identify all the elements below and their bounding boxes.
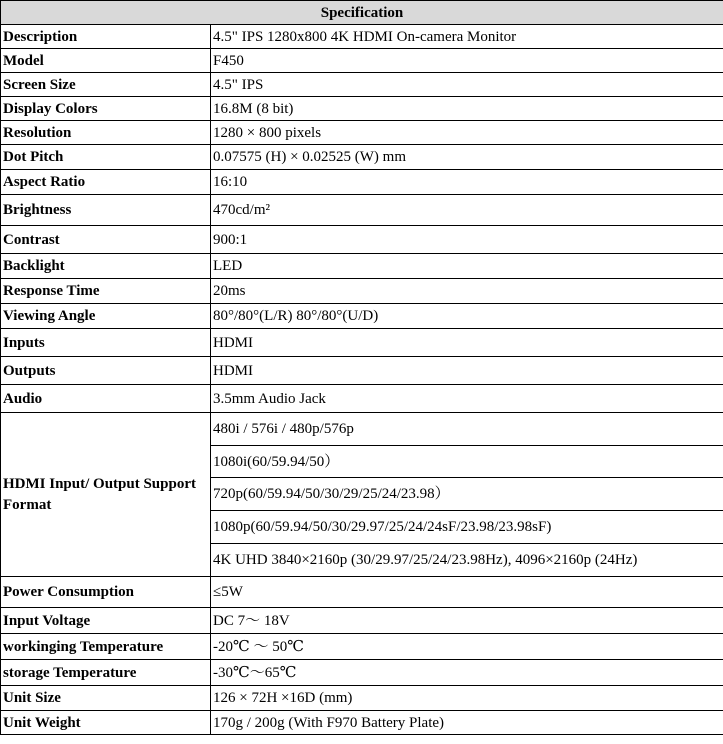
spec-label-dot-pitch: Dot Pitch bbox=[1, 145, 211, 170]
spec-value-storage-temperature: -30℃～65℃ bbox=[211, 660, 723, 686]
spec-label-inputs: Inputs bbox=[1, 329, 211, 357]
spec-label-power-consumption: Power Consumption bbox=[1, 577, 211, 608]
spec-label-hdmi-format: HDMI Input/ Output Support Format bbox=[1, 413, 211, 577]
table-header-row bbox=[1, 1, 723, 25]
spec-label-contrast: Contrast bbox=[1, 226, 211, 254]
table-row bbox=[1, 73, 723, 97]
spec-value-screen-size: 4.5" IPS bbox=[211, 73, 723, 97]
spec-value-description: 4.5" IPS 1280x800 4K HDMI On-camera Monitor bbox=[211, 25, 723, 49]
spec-value-inputs: HDMI bbox=[211, 329, 723, 357]
spec-label-description: Description bbox=[1, 25, 211, 49]
spec-label-storage-temperature: storage Temperature bbox=[1, 660, 211, 686]
table-row bbox=[1, 97, 723, 121]
table-row bbox=[1, 145, 723, 170]
table-row bbox=[1, 121, 723, 145]
spec-label-brightness: Brightness bbox=[1, 195, 211, 226]
spec-value-hdmi-format-4: 1080p(60/59.94/50/30/29.97/25/24/24sF/23.98/23.98sF) bbox=[211, 511, 723, 544]
spec-value-hdmi-format-5: 4K UHD 3840×2160p (30/29.97/25/24/23.98Hz), 4096×2160p (24Hz) bbox=[211, 544, 723, 577]
spec-label-response-time: Response Time bbox=[1, 279, 211, 304]
spec-value-outputs: HDMI bbox=[211, 357, 723, 385]
spec-value-viewing-angle: 80°/80°(L/R) 80°/80°(U/D) bbox=[211, 304, 723, 329]
table-row bbox=[1, 304, 723, 329]
table-row bbox=[1, 608, 723, 634]
table-row bbox=[1, 329, 723, 357]
spec-value-hdmi-format-2: 1080i(60/59.94/50） bbox=[211, 446, 723, 478]
spec-label-working-temperature: workinging Temperature bbox=[1, 634, 211, 660]
spec-label-backlight: Backlight bbox=[1, 254, 211, 279]
spec-value-unit-size: 126 × 72H ×16D (mm) bbox=[211, 686, 723, 711]
spec-value-aspect-ratio: 16:10 bbox=[211, 170, 723, 195]
spec-label-outputs: Outputs bbox=[1, 357, 211, 385]
spec-label-display-colors: Display Colors bbox=[1, 97, 211, 121]
spec-label-resolution: Resolution bbox=[1, 121, 211, 145]
spec-value-backlight: LED bbox=[211, 254, 723, 279]
spec-value-dot-pitch: 0.07575 (H) × 0.02525 (W) mm bbox=[211, 145, 723, 170]
table-row bbox=[1, 49, 723, 73]
table-row bbox=[1, 577, 723, 608]
table-row bbox=[1, 634, 723, 660]
table-row bbox=[1, 385, 723, 413]
table-row bbox=[1, 226, 723, 254]
spec-value-response-time: 20ms bbox=[211, 279, 723, 304]
table-row bbox=[1, 195, 723, 226]
table-row bbox=[1, 711, 723, 735]
spec-label-unit-size: Unit Size bbox=[1, 686, 211, 711]
spec-value-hdmi-format-1: 480i / 576i / 480p/576p bbox=[211, 413, 723, 446]
spec-label-unit-weight: Unit Weight bbox=[1, 711, 211, 735]
spec-value-resolution: 1280 × 800 pixels bbox=[211, 121, 723, 145]
spec-label-viewing-angle: Viewing Angle bbox=[1, 304, 211, 329]
spec-value-power-consumption: ≤5W bbox=[211, 577, 723, 608]
spec-value-input-voltage: DC 7～ 18V bbox=[211, 608, 723, 634]
spec-value-audio: 3.5mm Audio Jack bbox=[211, 385, 723, 413]
spec-label-input-voltage: Input Voltage bbox=[1, 608, 211, 634]
spec-label-aspect-ratio: Aspect Ratio bbox=[1, 170, 211, 195]
spec-value-display-colors: 16.8M (8 bit) bbox=[211, 97, 723, 121]
table-row bbox=[1, 686, 723, 711]
table-title: Specification bbox=[1, 1, 723, 25]
spec-value-brightness: 470cd/m² bbox=[211, 195, 723, 226]
spec-value-hdmi-format-3: 720p(60/59.94/50/30/29/25/24/23.98） bbox=[211, 478, 723, 511]
table-row bbox=[1, 660, 723, 686]
table-row bbox=[1, 357, 723, 385]
table-row bbox=[1, 25, 723, 49]
table-row bbox=[1, 170, 723, 195]
spec-value-model: F450 bbox=[211, 49, 723, 73]
table-row bbox=[1, 279, 723, 304]
table-row bbox=[1, 413, 723, 446]
spec-label-screen-size: Screen Size bbox=[1, 73, 211, 97]
spec-value-working-temperature: -20℃ ～ 50℃ bbox=[211, 634, 723, 660]
spec-value-contrast: 900:1 bbox=[211, 226, 723, 254]
spec-value-unit-weight: 170g / 200g (With F970 Battery Plate) bbox=[211, 711, 723, 735]
spec-label-model: Model bbox=[1, 49, 211, 73]
table-row bbox=[1, 254, 723, 279]
spec-label-audio: Audio bbox=[1, 385, 211, 413]
